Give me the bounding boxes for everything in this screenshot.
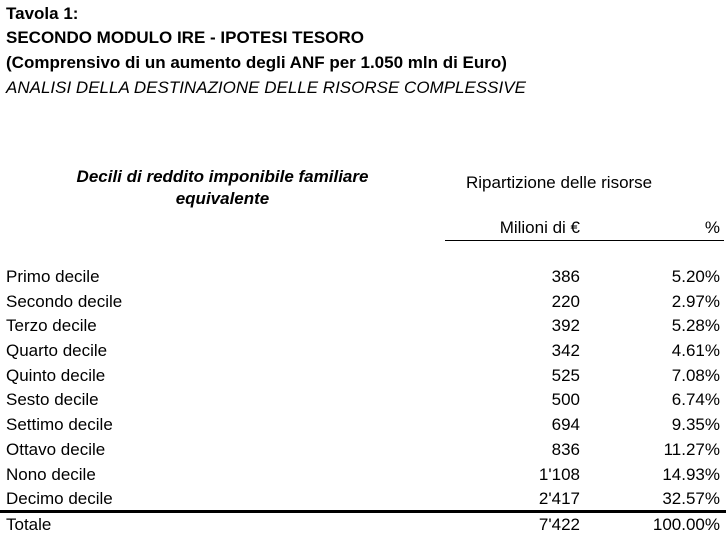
table-row: [0, 465, 726, 489]
row-label: Secondo decile: [6, 292, 123, 311]
decile-header-line1: Decili di reddito imponibile familiare: [76, 167, 369, 186]
analysis-title: ANALISI DELLA DESTINAZIONE DELLE RISORSE COMPLESSIVE: [6, 78, 526, 97]
table-row: [0, 341, 726, 365]
row-millions: 525: [551, 366, 580, 385]
row-percent: 32.57%: [662, 489, 720, 508]
row-percent: 5.28%: [671, 316, 720, 335]
total-divider: [0, 510, 726, 513]
row-label: Ottavo decile: [6, 440, 106, 459]
table-number: Tavola 1:: [6, 4, 79, 23]
table-row: [0, 440, 726, 464]
row-millions: 836: [551, 440, 580, 459]
document-title: SECONDO MODULO IRE - IPOTESI TESORO: [6, 28, 364, 47]
total-label: Totale: [6, 515, 52, 534]
row-label: Quarto decile: [6, 341, 108, 360]
table-row: [0, 390, 726, 414]
row-percent: 4.61%: [671, 341, 720, 360]
row-percent: 9.35%: [671, 415, 720, 434]
total-millions: 7'422: [538, 515, 580, 534]
row-millions: 220: [551, 292, 580, 311]
row-millions: 1'108: [538, 465, 580, 484]
header-underline: [445, 240, 724, 241]
row-percent: 14.93%: [662, 465, 720, 484]
row-percent: 6.74%: [671, 390, 720, 409]
row-label: Settimo decile: [6, 415, 113, 434]
total-row: [0, 515, 726, 539]
row-label: Decimo decile: [6, 489, 113, 508]
decile-header: [0, 167, 445, 209]
row-millions: 694: [551, 415, 580, 434]
row-millions: 342: [551, 341, 580, 360]
document-subtitle: (Comprensivo di un aumento degli ANF per 1.050 mln di Euro): [6, 53, 507, 72]
table-row: [0, 316, 726, 340]
row-millions: 500: [551, 390, 580, 409]
table-row: [0, 415, 726, 439]
row-label: Quinto decile: [6, 366, 106, 385]
row-millions: 386: [551, 267, 580, 286]
col-header-percent: %: [704, 218, 720, 237]
row-percent: 5.20%: [671, 267, 720, 286]
row-millions: 392: [551, 316, 580, 335]
total-percent: 100.00%: [652, 515, 720, 534]
table-row: [0, 267, 726, 291]
row-label: Primo decile: [6, 267, 100, 286]
group-header: Ripartizione delle risorse: [466, 173, 653, 192]
row-percent: 11.27%: [663, 440, 720, 459]
table-row: [0, 292, 726, 316]
row-label: Sesto decile: [6, 390, 99, 409]
row-percent: 7.08%: [671, 366, 720, 385]
row-label: Terzo decile: [6, 316, 97, 335]
row-millions: 2'417: [538, 489, 580, 508]
row-percent: 2.97%: [671, 292, 720, 311]
col-header-millions: Milioni di €: [499, 218, 580, 237]
table-row: [0, 366, 726, 390]
decile-header-line2: equivalente: [175, 189, 270, 208]
row-label: Nono decile: [6, 465, 96, 484]
